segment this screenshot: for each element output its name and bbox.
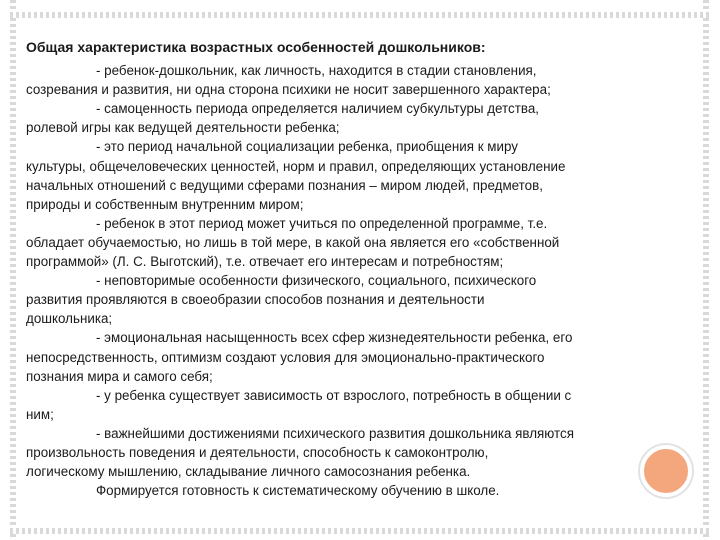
text-line: - важнейшими достижениями психического развития дошкольника являются xyxy=(96,425,574,441)
text-line: дошкольника; xyxy=(26,311,113,327)
frame-bottom-border xyxy=(10,528,709,534)
frame-right-border xyxy=(703,0,709,540)
text-line: программой» (Л. С. Выготский), т.е. отвечает его интересам и потребностям; xyxy=(26,254,504,270)
text-line: - неповторимые особенности физического, социального, психического xyxy=(96,273,537,289)
text-line: природы и собственным внутренним миром; xyxy=(26,196,304,212)
text-line: развития проявляются в своеобразии способов познания и деятельности xyxy=(26,292,485,308)
text-line: произвольность поведения и деятельности, способность к самоконтролю, xyxy=(26,444,489,460)
text-line: - у ребенка существует зависимость от взрослого, потребность в общении с xyxy=(96,387,572,403)
text-line: логическому мышлению, складывание личного самосознания ребенка. xyxy=(26,464,471,480)
text-line: созревания и развития, ни одна сторона психики не носит завершенного характера; xyxy=(26,82,551,98)
text-line: ним; xyxy=(26,406,54,422)
frame-left-border xyxy=(10,0,16,540)
slide-title: Общая характеристика возрастных особенностей дошкольников: xyxy=(26,39,486,55)
text-line: начальных отношений с ведущими сферами познания – миром людей, предметов, xyxy=(26,177,543,193)
text-line: - самоценность периода определяется наличием субкультуры детства, xyxy=(96,101,539,117)
frame-top-border xyxy=(10,12,709,18)
text-line: - эмоциональная насыщенность всех сфер жизнедеятельности ребенка, его xyxy=(96,330,573,346)
text-line: - ребенок в этот период может учиться по определенной программе, т.е. xyxy=(96,215,548,231)
text-line: культуры, общечеловеческих ценностей, норм и правил, определяющих установление xyxy=(26,158,566,174)
text-line: - это период начальной социализации ребенка, приобщения к миру xyxy=(96,139,518,155)
text-line: познания мира и самого себя; xyxy=(26,368,213,384)
text-line: ролевой игры как ведущей деятельности ребенка; xyxy=(26,120,340,136)
text-line: непосредственность, оптимизм создают условия для эмоционально-практического xyxy=(26,349,545,365)
text-line: обладает обучаемостью, но лишь в той мере, в какой она является его «собственной xyxy=(26,234,560,250)
text-line: Формируется готовность к систематическому обучению в школе. xyxy=(96,483,500,499)
slide-content xyxy=(26,38,692,500)
text-line: - ребенок-дошкольник, как личность, находится в стадии становления, xyxy=(96,63,537,79)
